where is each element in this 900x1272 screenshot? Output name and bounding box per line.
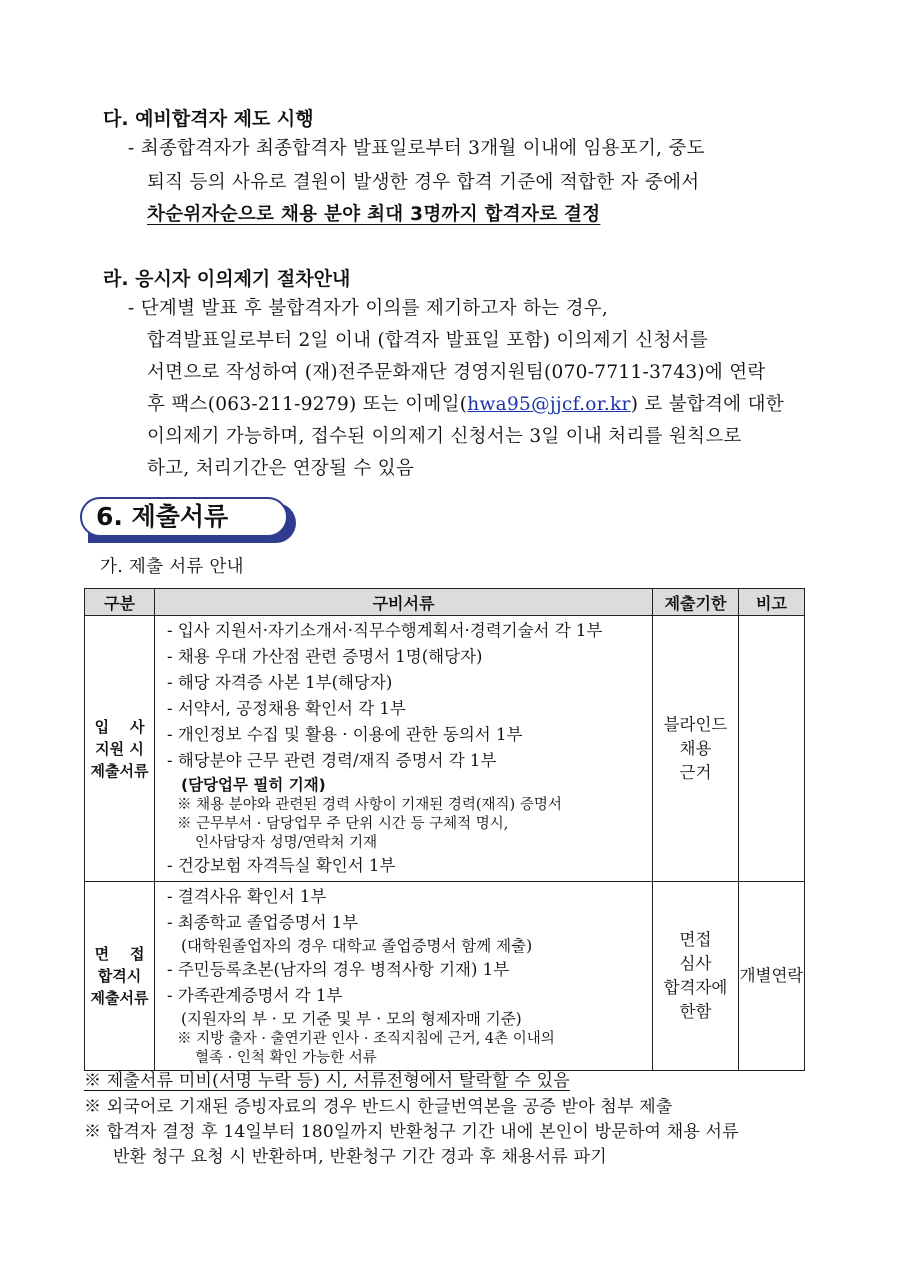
section-ra-heading: 라. 응시자 이의제기 절차안내	[103, 268, 351, 290]
row2-note-1: ※ 지방 출자 · 출연기관 인사 · 조직지침에 근거, 4촌 이내의	[177, 1031, 555, 1047]
section-da-heading: 다. 예비합격자 제도 시행	[103, 108, 314, 130]
section-da-line-1: - 최종합격자가 최종합격자 발표일로부터 3개월 이내에 임용포기, 중도	[128, 138, 705, 159]
row2-note-1-cont: 혈족 · 인척 확인 가능한 서류	[195, 1050, 377, 1066]
row1-item: - 채용 우대 가산점 관련 증명서 1명(해당자)	[167, 647, 483, 666]
row2-remarks: 개별연락	[739, 882, 805, 1071]
row2-category-line-3: 제출서류	[90, 989, 149, 1007]
section-6-subheading: 가. 제출 서류 안내	[100, 557, 244, 577]
row1-item: - 개인정보 수집 및 활용 · 이용에 관한 동의서 1부	[167, 725, 523, 744]
row2-item-4: - 가족관계증명서 각 1부	[167, 986, 343, 1005]
row2-deadline-line-3: 합격자에	[663, 978, 728, 997]
row1-remarks	[739, 616, 805, 882]
footnote-1: ※ 제출서류 미비(서명 누락 등) 시, 서류전형에서 탈락할 수 있음	[84, 1071, 570, 1091]
row1-deadline-line-3: 근거	[679, 762, 712, 782]
row2-category-line-2: 합격시	[97, 967, 142, 985]
documents-table	[84, 588, 805, 1071]
email-link[interactable]: hwa95@jjcf.or.kr	[467, 394, 631, 415]
header-category: 구분	[85, 589, 155, 616]
footnote-3-line-1: ※ 합격자 결정 후 14일부터 180일까지 반환청구 기간 내에 본인이 방문하여 채용 서류	[84, 1122, 739, 1142]
row1-deadline-line-2: 채용	[679, 738, 712, 758]
row1-deadline-line-1: 블라인드	[663, 714, 728, 734]
row2-item-3: - 주민등록초본(남자의 경우 병적사항 기재) 1부	[167, 960, 510, 979]
row2-deadline	[653, 882, 739, 1071]
section-6-title: 6. 제출서류	[96, 502, 229, 531]
row2-item-2: - 최종학교 졸업증명서 1부	[167, 913, 359, 932]
row1-last-item: - 건강보험 자격득실 확인서 1부	[167, 856, 396, 875]
row1-note-2-cont: 인사담당자 성명/연락처 기재	[195, 835, 378, 851]
row2-deadline-line-1: 면접	[679, 930, 712, 949]
row2-item-1: - 결격사유 확인서 1부	[167, 887, 327, 906]
section-ra-line-1: - 단계별 발표 후 불합격자가 이의를 제기하고자 하는 경우,	[128, 298, 609, 319]
row1-item: - 해당 자격증 사본 1부(해당자)	[167, 673, 393, 692]
row1-note-2: ※ 근무부서 · 담당업무 주 단위 시간 등 구체적 명시,	[177, 816, 509, 832]
row1-item: - 서약서, 공정채용 확인서 각 1부	[167, 699, 406, 718]
row1-category	[85, 616, 155, 882]
table-row	[85, 882, 805, 1071]
row1-category-line-3: 제출서류	[90, 761, 149, 780]
section-ra-line-3: 서면으로 작성하여 (재)전주문화재단 경영지원팀(070-7711-3743)에 연락	[147, 362, 766, 383]
section-da-emphasis: 차순위자순으로 채용 분야 최대 3명까지 합격자로 결정	[147, 204, 601, 225]
row2-category	[85, 882, 155, 1071]
header-documents: 구비서류	[155, 589, 653, 616]
section-ra-line-2: 합격발표일로부터 2일 이내 (합격자 발표일 포함) 이의제기 신청서를	[147, 330, 708, 351]
row1-note-1: ※ 채용 분야와 관련된 경력 사항이 기재된 경력(재직) 증명서	[177, 797, 562, 813]
row1-category-line-2: 지원 시	[95, 739, 144, 758]
row1-item: - 해당분야 근무 관련 경력/재직 증명서 각 1부	[167, 751, 497, 770]
row2-deadline-line-4: 한함	[679, 1002, 712, 1021]
row1-item: - 입사 지원서·자기소개서·직무수행계획서·경력기술서 각 1부	[167, 621, 603, 640]
row2-deadline-line-2: 심사	[679, 954, 712, 973]
section-da-line-2: 퇴직 등의 사유로 결원이 발생한 경우 합격 기준에 적합한 자 중에서	[147, 172, 700, 193]
section-ra-line-5: 이의제기 가능하며, 접수된 이의제기 신청서는 3일 이내 처리를 원칙으로	[147, 426, 742, 447]
row1-deadline	[653, 616, 739, 882]
row1-documents	[155, 616, 653, 882]
footnote-3-line-2: 반환 청구 요청 시 반환하며, 반환청구 기간 경과 후 채용서류 파기	[113, 1147, 607, 1167]
row2-item-2-sub: (대학원졸업자의 경우 대학교 졸업증명서 함께 제출)	[181, 937, 533, 955]
section-ra-line-4-post: ) 로 불합격에 대한	[630, 394, 784, 415]
row1-category-line-1: 입 사	[94, 717, 145, 736]
row2-category-line-1: 면 접	[94, 945, 145, 963]
row2-documents	[155, 882, 653, 1071]
section-ra-line-6: 하고, 처리기간은 연장될 수 있음	[147, 458, 415, 479]
row1-bold-note: (담당업무 필히 기재)	[181, 776, 326, 794]
table-header-row	[85, 589, 805, 616]
section-ra-line-4-pre: 후 팩스(063-211-9279) 또는 이메일(	[147, 394, 468, 415]
header-deadline: 제출기한	[653, 589, 739, 616]
table-row	[85, 616, 805, 882]
header-remarks: 비고	[739, 589, 805, 616]
row2-item-4-sub: (지원자의 부 · 모 기준 및 부 · 모의 형제자매 기준)	[181, 1010, 522, 1028]
footnote-2: ※ 외국어로 기재된 증빙자료의 경우 반드시 한글번역본을 공증 받아 첨부 제출	[84, 1097, 673, 1117]
section-ra-line-4	[147, 390, 784, 416]
